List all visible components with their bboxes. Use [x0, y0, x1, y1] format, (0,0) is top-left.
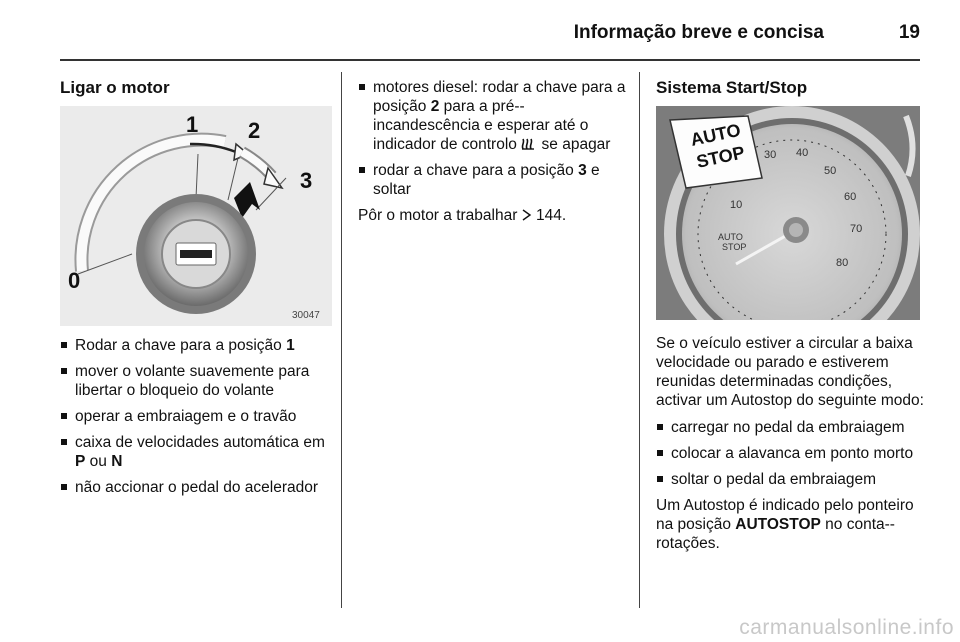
- list-item: operar a embraiagem e o travão: [60, 407, 336, 426]
- list-item: mover o volante suavemente para libertar o bloqueio do volante: [60, 362, 336, 400]
- engine-start-list: [60, 336, 336, 497]
- engine-start-steps: [60, 336, 336, 504]
- dial-autostop-label-1: AUTO: [718, 232, 743, 242]
- list-item: soltar o pedal da embraiagem: [656, 470, 928, 489]
- dial-number-70: 70: [850, 223, 863, 235]
- dial-number-10: 10: [730, 199, 743, 211]
- header-rule: [60, 59, 920, 61]
- list-item: rodar a chave para a posição 3 e soltar: [358, 161, 630, 199]
- page-header: [60, 14, 920, 58]
- key-slot: [180, 250, 212, 258]
- list-item: caixa de velocidades automática em P ou N: [60, 433, 336, 471]
- watermark: carmanualsonline.info: [739, 616, 954, 639]
- figure-code: 30047: [292, 310, 320, 321]
- column-divider-2: [639, 72, 640, 608]
- header-title: Informação breve e concisa: [573, 22, 824, 43]
- list-item: Rodar a chave para a posição 1: [60, 336, 336, 355]
- autostop-steps-list: [656, 418, 928, 489]
- start-stop-text: [656, 334, 928, 553]
- column-engine-start: [60, 72, 332, 97]
- list-item: carregar no pedal da embraiagem: [656, 418, 928, 437]
- section-heading-engine-start: Ligar o motor: [60, 78, 170, 97]
- figure-label-3: 3: [300, 168, 313, 193]
- figure-label-2: 2: [248, 118, 261, 143]
- badge-auto-text: AUTO: [688, 119, 743, 150]
- diesel-steps-list: [358, 78, 630, 199]
- dial-number-30: 30: [764, 149, 777, 161]
- autostop-conditions-paragraph: Se o veículo estiver a circular a baixa velocidade ou parado e estiverem reunidas determinadas condições, activar um Autostop do seguinte modo:: [656, 335, 924, 409]
- glow-plug-icon: [521, 137, 537, 151]
- needle-hub-cap: [789, 223, 803, 237]
- tachometer-figure: [656, 106, 920, 320]
- page-number: 19: [898, 22, 920, 43]
- list-item: não accionar o pedal do acelerador: [60, 478, 336, 497]
- column-start-stop: [656, 72, 924, 97]
- section-heading-start-stop: Sistema Start/Stop: [656, 78, 808, 97]
- autostop-indication-paragraph: Um Autostop é indicado pelo ponteiro na posição AUTOSTOP no conta--rotações.: [656, 497, 914, 552]
- ignition-key-figure: [60, 106, 332, 326]
- page-reference-icon: [522, 209, 532, 221]
- start-engine-paragraph: Pôr o motor a trabalhar 144.: [358, 207, 567, 224]
- dial-autostop-label-2: STOP: [722, 242, 747, 252]
- list-item: colocar a alavanca em ponto morto: [656, 444, 928, 463]
- dial-number-40: 40: [796, 147, 809, 159]
- dial-number-60: 60: [844, 191, 857, 203]
- badge-stop-text: STOP: [694, 142, 747, 172]
- figure-label-1: 1: [186, 112, 199, 137]
- list-item: motores diesel: rodar a chave para a posição 2 para a pré--incandescência e esperar até o indicador de controlo se apagar: [358, 78, 630, 154]
- column-divider-1: [341, 72, 342, 608]
- dial-number-50: 50: [824, 165, 837, 177]
- column-engine-start-cont: [358, 78, 630, 225]
- figure-label-0: 0: [68, 268, 81, 293]
- dial-number-80: 80: [836, 257, 849, 269]
